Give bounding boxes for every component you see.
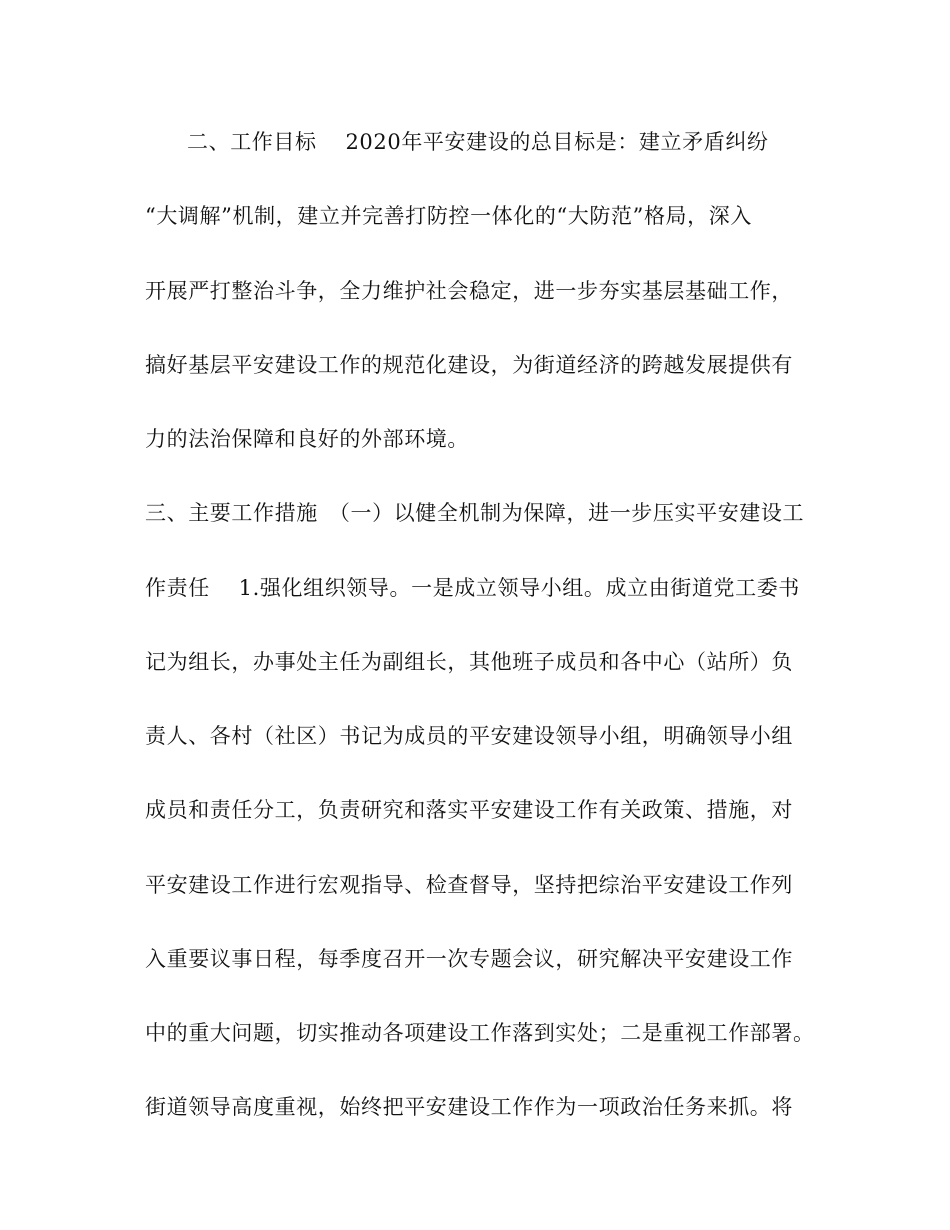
paragraph-line-6: 三、主要工作措施 （一）以健全机制为保障，进一步压实平安建设工 <box>145 501 805 525</box>
paragraph-line-14: 街道领导高度重视，始终把平安建设工作作为一项政治任务来抓。将 <box>145 1095 793 1119</box>
paragraph-line-9: 责人、各村（社区）书记为成员的平安建设领导小组，明确领导小组 <box>145 724 793 748</box>
paragraph-line-8: 记为组长，办事处主任为副组长，其他班子成员和各中心（站所）负 <box>145 650 793 674</box>
paragraph-line-2: “大调解”机制，建立并完善打防控一体化的“大防范”格局，深入 <box>145 204 752 228</box>
paragraph-line-1: 二、工作目标 2020年平安建设的总目标是：建立矛盾纠纷 <box>187 130 769 154</box>
paragraph-line-3: 开展严打整治斗争，全力维护社会稳定，进一步夯实基层基础工作， <box>145 279 793 303</box>
paragraph-line-12: 入重要议事日程，每季度召开一次专题会议，研究解决平安建设工作 <box>145 947 793 971</box>
paragraph-line-7: 作责任 1.强化组织领导。一是成立领导小组。成立由街道党工委书 <box>145 576 800 600</box>
paragraph-line-5: 力的法治保障和良好的外部环境。 <box>145 427 469 451</box>
paragraph-line-10: 成员和责任分工，负责研究和落实平安建设工作有关政策、措施，对 <box>145 798 793 822</box>
paragraph-line-11: 平安建设工作进行宏观指导、检查督导，坚持把综治平安建设工作列 <box>145 873 793 897</box>
paragraph-line-4: 搞好基层平安建设工作的规范化建设，为街道经济的跨越发展提供有 <box>145 353 793 377</box>
paragraph-line-13: 中的重大问题，切实推动各项建设工作落到实处；二是重视工作部署。 <box>145 1021 815 1045</box>
